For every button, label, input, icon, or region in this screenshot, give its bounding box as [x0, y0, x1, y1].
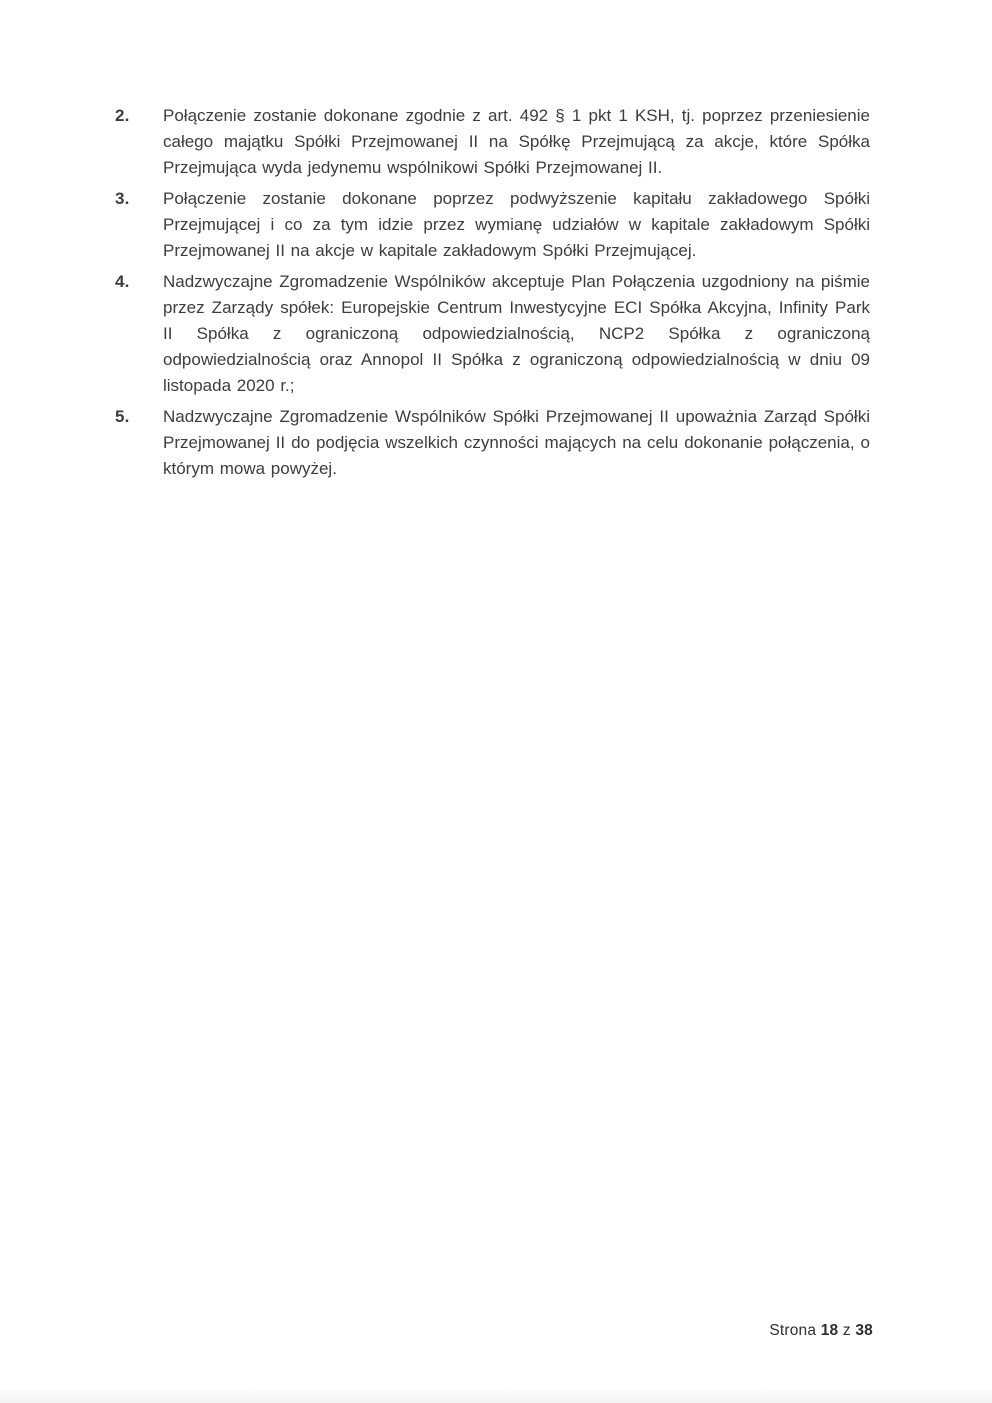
numbered-list [115, 103, 870, 487]
list-item-number: 5. [115, 407, 130, 426]
footer-total-pages: 38 [855, 1322, 873, 1339]
list-item-number: 3. [115, 189, 130, 208]
list-item-text: Połączenie zostanie dokonane zgodnie z art. 492 § 1 pkt 1 KSH, tj. poprzez przeniesienie całego majątku Spółki Przejmowanej II na Spółkę Przejmującą za akcje, które Spółka Przejmująca wyda jedynemu wspólnikowi Spółki Przejmowanej II. [163, 106, 870, 177]
footer-label: Strona [769, 1322, 817, 1339]
footer-current-page: 18 [820, 1322, 839, 1339]
list-item [115, 186, 870, 264]
list-item-text: Nadzwyczajne Zgromadzenie Wspólników Spółki Przejmowanej II upoważnia Zarząd Spółki Przejmowanej II do podjęcia wszelkich czynności mających na celu dokonanie połączenia, o którym mowa powyżej. [163, 407, 870, 478]
list-item-number: 2. [115, 106, 130, 125]
list-item-text: Nadzwyczajne Zgromadzenie Wspólników akceptuje Plan Połączenia uzgodniony na piśmie przez Zarządy spółek: Europejskie Centrum Inwestycyjne ECI Spółka Akcyjna, Infinity Park II Spółka z ograniczoną odpowiedzialnością, NCP2 Spółka z ograniczoną odpowiedzialnością oraz Annopol II Spółka z ograniczoną odpowiedzialnością w dniu 09 listopada 2020 r.; [163, 272, 870, 395]
footer-separator: z [842, 1322, 851, 1339]
list-item [115, 269, 870, 399]
list-item-text: Połączenie zostanie dokonane poprzez podwyższenie kapitału zakładowego Spółki Przejmującej i co za tym idzie przez wymianę udziałów w kapitale zakładowym Spółki Przejmowanej II na akcje w kapitale zakładowym Spółki Przejmującej. [163, 189, 870, 260]
list-item [115, 404, 870, 482]
page-footer [769, 1321, 873, 1341]
list-item-number: 4. [115, 272, 130, 291]
list-item [115, 103, 870, 181]
